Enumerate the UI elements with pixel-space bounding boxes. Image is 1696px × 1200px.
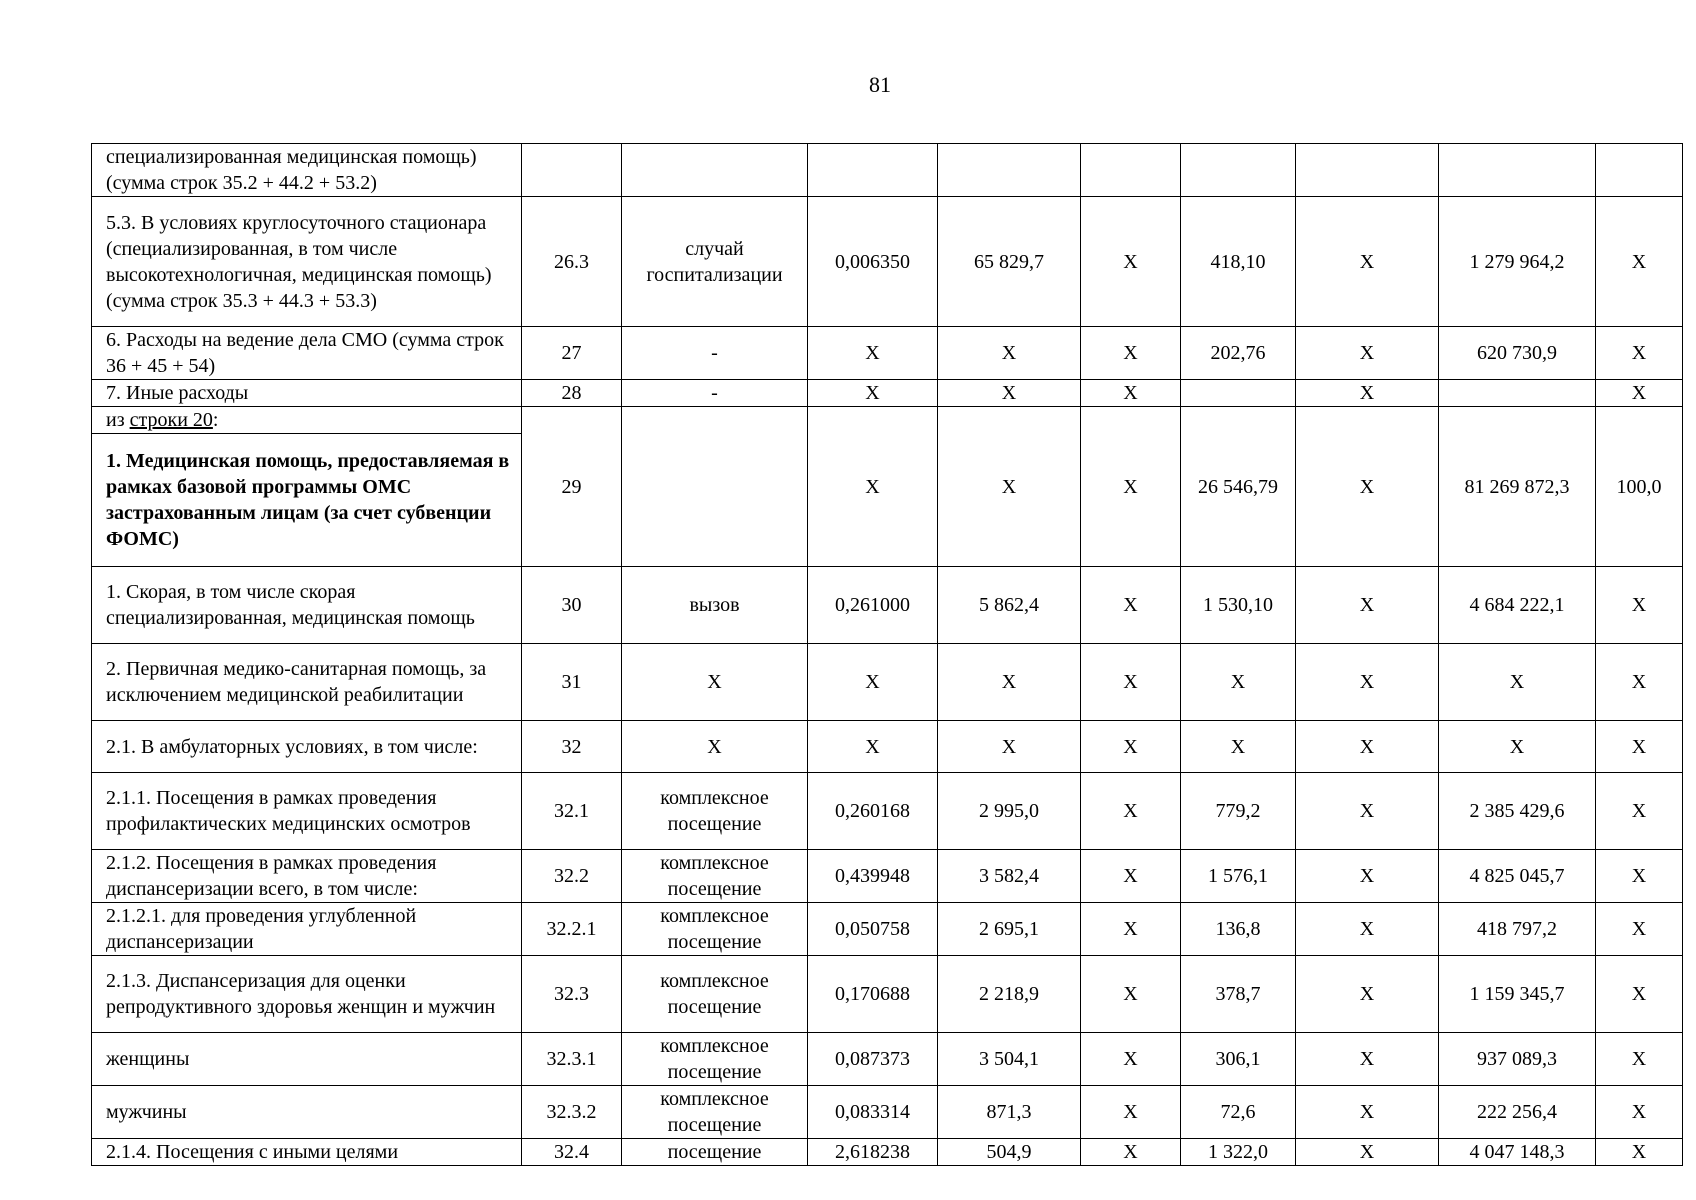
value-3-cell: Х <box>1081 1139 1181 1166</box>
value-3-cell: Х <box>1081 1086 1181 1139</box>
unit-cell: комплексное посещение <box>622 1033 808 1086</box>
value-1-cell: 0,261000 <box>808 567 938 644</box>
value-7-cell: Х <box>1596 327 1683 380</box>
code-cell: 30 <box>522 567 622 644</box>
value-1-cell: Х <box>808 327 938 380</box>
value-6-cell: 418 797,2 <box>1439 903 1596 956</box>
code-cell: 28 <box>522 380 622 407</box>
value-6-cell: 4 825 045,7 <box>1439 850 1596 903</box>
value-3-cell: Х <box>1081 567 1181 644</box>
value-6-cell: 222 256,4 <box>1439 1086 1596 1139</box>
value-3-cell: Х <box>1081 644 1181 721</box>
value-6-cell: 1 159 345,7 <box>1439 956 1596 1033</box>
value-5-cell: Х <box>1296 903 1439 956</box>
row-name-cell: специализированная медицинская помощь) (сумма строк 35.2 + 44.2 + 53.2) <box>92 144 522 197</box>
table-row <box>92 721 1683 773</box>
value-4-cell: 202,76 <box>1181 327 1296 380</box>
value-7-cell: Х <box>1596 903 1683 956</box>
value-6-cell: Х <box>1439 644 1596 721</box>
value-6-cell: Х <box>1439 721 1596 773</box>
unit-cell: комплексное посещение <box>622 1086 808 1139</box>
value-7-cell: Х <box>1596 1139 1683 1166</box>
value-3-cell: Х <box>1081 407 1181 567</box>
value-5-cell <box>1296 144 1439 197</box>
value-2-cell: 871,3 <box>938 1086 1081 1139</box>
unit-cell <box>622 407 808 567</box>
value-4-cell: 378,7 <box>1181 956 1296 1033</box>
value-3-cell: Х <box>1081 956 1181 1033</box>
unit-cell <box>622 144 808 197</box>
row-name-cell: 2.1.1. Посещения в рамках проведения профилактических медицинских осмотров <box>92 773 522 850</box>
code-cell: 26.3 <box>522 197 622 327</box>
value-1-cell <box>808 144 938 197</box>
section-caption: из строки 20: <box>92 407 521 434</box>
row-name-cell: женщины <box>92 1033 522 1086</box>
table-row <box>92 567 1683 644</box>
value-7-cell: Х <box>1596 1086 1683 1139</box>
code-cell <box>522 144 622 197</box>
value-2-cell: 65 829,7 <box>938 197 1081 327</box>
table-row <box>92 327 1683 380</box>
value-1-cell: Х <box>808 380 938 407</box>
value-2-cell: 2 218,9 <box>938 956 1081 1033</box>
code-cell: 32.2.1 <box>522 903 622 956</box>
value-1-cell: 0,260168 <box>808 773 938 850</box>
value-1-cell: 0,006350 <box>808 197 938 327</box>
value-4-cell: 779,2 <box>1181 773 1296 850</box>
unit-cell: комплексное посещение <box>622 956 808 1033</box>
table-row <box>92 773 1683 850</box>
value-4-cell <box>1181 144 1296 197</box>
value-3-cell: Х <box>1081 721 1181 773</box>
row-name-cell: мужчины <box>92 1086 522 1139</box>
row-name-cell: 2. Первичная медико-санитарная помощь, за исключением медицинской реабилитации <box>92 644 522 721</box>
value-5-cell: Х <box>1296 1086 1439 1139</box>
row-name-cell: 2.1. В амбулаторных условиях, в том числе: <box>92 721 522 773</box>
value-4-cell: 26 546,79 <box>1181 407 1296 567</box>
code-cell: 29 <box>522 407 622 567</box>
value-7-cell: Х <box>1596 644 1683 721</box>
row-name-cell: 7. Иные расходы <box>92 380 522 407</box>
row-name-cell: 2.1.2. Посещения в рамках проведения диспансеризации всего, в том числе: <box>92 850 522 903</box>
table-row <box>92 903 1683 956</box>
value-1-cell: 0,439948 <box>808 850 938 903</box>
code-cell: 32.2 <box>522 850 622 903</box>
unit-cell: - <box>622 380 808 407</box>
code-cell: 32.3 <box>522 956 622 1033</box>
value-2-cell: Х <box>938 327 1081 380</box>
value-2-cell: Х <box>938 644 1081 721</box>
value-2-cell <box>938 144 1081 197</box>
row-name-cell: 2.1.2.1. для проведения углубленной диспансеризации <box>92 903 522 956</box>
code-cell: 31 <box>522 644 622 721</box>
value-5-cell: Х <box>1296 407 1439 567</box>
value-7-cell: 100,0 <box>1596 407 1683 567</box>
table-row <box>92 407 1683 567</box>
value-3-cell: Х <box>1081 197 1181 327</box>
value-4-cell <box>1181 380 1296 407</box>
value-5-cell: Х <box>1296 721 1439 773</box>
code-cell: 32.1 <box>522 773 622 850</box>
value-1-cell: 0,087373 <box>808 1033 938 1086</box>
value-5-cell: Х <box>1296 327 1439 380</box>
value-3-cell <box>1081 144 1181 197</box>
row-name-cell: 2.1.4. Посещения с иными целями <box>92 1139 522 1166</box>
value-1-cell: Х <box>808 407 938 567</box>
row-name-cell: 5.3. В условиях круглосуточного стационара (специализированная, в том числе высокотехнологичная, медицинская помощь) (сумма строк 35.3 + 44.3 + 53.3) <box>92 197 522 327</box>
value-1-cell: Х <box>808 644 938 721</box>
value-2-cell: 3 582,4 <box>938 850 1081 903</box>
value-4-cell: 136,8 <box>1181 903 1296 956</box>
value-3-cell: Х <box>1081 903 1181 956</box>
value-6-cell: 4 684 222,1 <box>1439 567 1596 644</box>
row-name-cell: 1. Скорая, в том числе скорая специализированная, медицинская помощь <box>92 567 522 644</box>
value-7-cell: Х <box>1596 567 1683 644</box>
value-7-cell: Х <box>1596 721 1683 773</box>
value-4-cell: 72,6 <box>1181 1086 1296 1139</box>
value-2-cell: Х <box>938 380 1081 407</box>
value-5-cell: Х <box>1296 1139 1439 1166</box>
code-cell: 32.3.2 <box>522 1086 622 1139</box>
value-7-cell: Х <box>1596 380 1683 407</box>
page-number: 81 <box>869 72 891 97</box>
row-reference-link[interactable]: строки 20 <box>129 409 213 431</box>
value-6-cell: 1 279 964,2 <box>1439 197 1596 327</box>
value-2-cell: 3 504,1 <box>938 1033 1081 1086</box>
unit-cell: комплексное посещение <box>622 773 808 850</box>
value-5-cell: Х <box>1296 567 1439 644</box>
value-4-cell: 418,10 <box>1181 197 1296 327</box>
value-4-cell: 1 576,1 <box>1181 850 1296 903</box>
table-row <box>92 144 1683 197</box>
row-name-cell <box>92 407 522 567</box>
value-1-cell: 0,083314 <box>808 1086 938 1139</box>
value-2-cell: Х <box>938 407 1081 567</box>
table-row <box>92 197 1683 327</box>
value-5-cell: Х <box>1296 1033 1439 1086</box>
value-6-cell <box>1439 380 1596 407</box>
value-7-cell: Х <box>1596 850 1683 903</box>
value-4-cell: Х <box>1181 644 1296 721</box>
value-7-cell: Х <box>1596 956 1683 1033</box>
table-row <box>92 644 1683 721</box>
unit-cell: - <box>622 327 808 380</box>
value-4-cell: 1 530,10 <box>1181 567 1296 644</box>
value-1-cell: 2,618238 <box>808 1139 938 1166</box>
unit-cell: комплексное посещение <box>622 903 808 956</box>
value-3-cell: Х <box>1081 327 1181 380</box>
financing-table <box>91 143 1683 1166</box>
value-5-cell: Х <box>1296 850 1439 903</box>
value-7-cell: Х <box>1596 773 1683 850</box>
table-row <box>92 1033 1683 1086</box>
value-5-cell: Х <box>1296 197 1439 327</box>
value-7-cell <box>1596 144 1683 197</box>
table-row <box>92 1139 1683 1166</box>
table-row <box>92 380 1683 407</box>
code-cell: 27 <box>522 327 622 380</box>
value-1-cell: 0,050758 <box>808 903 938 956</box>
table-row <box>92 850 1683 903</box>
value-5-cell: Х <box>1296 773 1439 850</box>
code-cell: 32.3.1 <box>522 1033 622 1086</box>
unit-cell: Х <box>622 721 808 773</box>
value-1-cell: 0,170688 <box>808 956 938 1033</box>
value-3-cell: Х <box>1081 850 1181 903</box>
unit-cell: случай госпитализации <box>622 197 808 327</box>
value-5-cell: Х <box>1296 644 1439 721</box>
table-row <box>92 1086 1683 1139</box>
value-2-cell: Х <box>938 721 1081 773</box>
table-row <box>92 956 1683 1033</box>
value-6-cell: 81 269 872,3 <box>1439 407 1596 567</box>
value-4-cell: Х <box>1181 721 1296 773</box>
value-2-cell: 5 862,4 <box>938 567 1081 644</box>
unit-cell: посещение <box>622 1139 808 1166</box>
value-2-cell: 2 995,0 <box>938 773 1081 850</box>
value-6-cell: 937 089,3 <box>1439 1033 1596 1086</box>
value-7-cell: Х <box>1596 197 1683 327</box>
value-6-cell: 4 047 148,3 <box>1439 1139 1596 1166</box>
section-title: 1. Медицинская помощь, предоставляемая в рамках базовой программы ОМС застрахованным лицам (за счет субвенции ФОМС) <box>106 450 510 550</box>
unit-cell: Х <box>622 644 808 721</box>
value-3-cell: Х <box>1081 1033 1181 1086</box>
value-3-cell: Х <box>1081 380 1181 407</box>
row-name-cell: 2.1.3. Диспансеризация для оценки репродуктивного здоровья женщин и мужчин <box>92 956 522 1033</box>
value-6-cell: 620 730,9 <box>1439 327 1596 380</box>
value-6-cell <box>1439 144 1596 197</box>
row-name-cell: 6. Расходы на ведение дела СМО (сумма строк 36 + 45 + 54) <box>92 327 522 380</box>
value-2-cell: 504,9 <box>938 1139 1081 1166</box>
value-5-cell: Х <box>1296 956 1439 1033</box>
value-3-cell: Х <box>1081 773 1181 850</box>
value-4-cell: 306,1 <box>1181 1033 1296 1086</box>
value-6-cell: 2 385 429,6 <box>1439 773 1596 850</box>
value-4-cell: 1 322,0 <box>1181 1139 1296 1166</box>
value-7-cell: Х <box>1596 1033 1683 1086</box>
value-1-cell: Х <box>808 721 938 773</box>
unit-cell: комплексное посещение <box>622 850 808 903</box>
code-cell: 32 <box>522 721 622 773</box>
value-2-cell: 2 695,1 <box>938 903 1081 956</box>
value-5-cell: Х <box>1296 380 1439 407</box>
code-cell: 32.4 <box>522 1139 622 1166</box>
unit-cell: вызов <box>622 567 808 644</box>
